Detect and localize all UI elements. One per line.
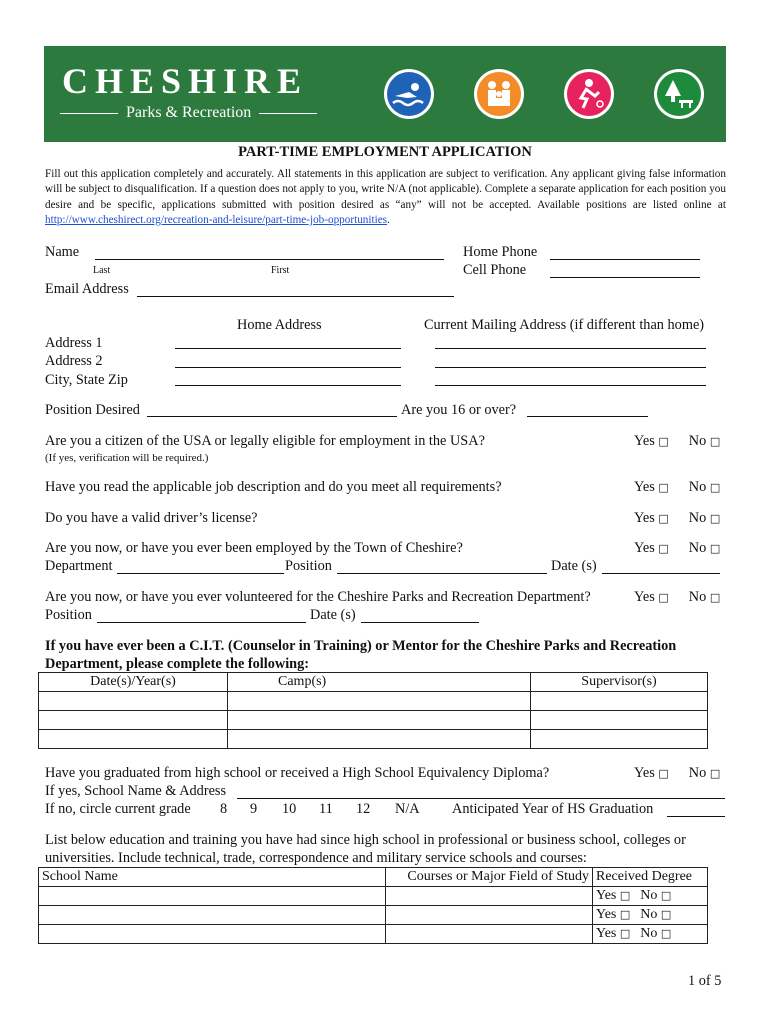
citizen-question: Are you a citizen of the USA or legally eligible for employment in the USA?	[45, 433, 485, 449]
yes-option[interactable]: Yes □	[634, 433, 669, 449]
cell-phone-field[interactable]	[550, 277, 700, 278]
job-description-question: Have you read the applicable job description and do you meet all requirements?	[45, 479, 502, 495]
employed-yes-no[interactable]	[634, 540, 720, 557]
volunteer-question: Are you now, or have you ever volunteered for the Cheshire Parks and Recreation Department?	[45, 589, 591, 605]
license-yes-no[interactable]	[634, 510, 720, 527]
table-row	[39, 868, 708, 887]
no-option[interactable]: No □	[688, 765, 721, 781]
email-label: Email Address	[45, 281, 129, 297]
grade-11[interactable]: 11	[319, 801, 333, 817]
cit-heading-line1: If you have ever been a C.I.T. (Counselor in Training) or Mentor for the Cheshire Parks and Recreation	[45, 638, 677, 654]
employed-dates-label: Date (s)	[551, 558, 597, 574]
cell-phone-label: Cell Phone	[463, 262, 527, 278]
volunteer-dates-label: Date (s)	[310, 607, 356, 623]
page-number: 1 of 5	[688, 973, 722, 989]
edu-col-degree: Received Degree	[593, 868, 708, 887]
no-option[interactable]: No □	[640, 888, 672, 903]
edu-col-school: School Name	[39, 868, 386, 887]
checkbox-icon[interactable]: □	[660, 889, 672, 902]
hs-name-label: If yes, School Name & Address	[45, 783, 227, 799]
mailing-address1-field[interactable]	[435, 348, 706, 349]
license-question: Do you have a valid driver’s license?	[45, 510, 258, 526]
employed-question: Are you now, or have you ever been employed by the Town of Cheshire?	[45, 540, 463, 556]
edu-col-courses: Courses or Major Field of Study	[386, 868, 593, 887]
no-option[interactable]: No □	[688, 479, 721, 495]
home-phone-field[interactable]	[550, 259, 700, 260]
education-instructions-line2: universities. Include technical, trade, correspondence and military service schools and courses:	[45, 850, 587, 866]
volunteer-position-field[interactable]	[97, 622, 306, 623]
no-option[interactable]: No □	[688, 433, 721, 449]
checkbox-icon[interactable]: □	[709, 542, 721, 555]
mailing-address-heading: Current Mailing Address (if different than home)	[424, 317, 705, 333]
mailing-city-field[interactable]	[435, 385, 706, 386]
yes-option[interactable]: Yes □	[634, 510, 669, 526]
position-desired-label: Position Desired	[45, 402, 140, 418]
yes-option[interactable]: Yes □	[634, 589, 669, 605]
table-row[interactable]	[39, 906, 708, 925]
email-field[interactable]	[137, 296, 454, 297]
no-option[interactable]: No □	[688, 540, 721, 556]
degree-yes-no[interactable]	[593, 906, 708, 925]
employed-position-field[interactable]	[337, 573, 547, 574]
hs-graduation-year-label: Anticipated Year of HS Graduation	[452, 801, 654, 817]
brand-subtitle: Parks & Recreation	[52, 104, 325, 122]
checkbox-icon[interactable]: □	[658, 512, 669, 525]
volunteer-dates-field[interactable]	[361, 622, 479, 623]
age-16-label: Are you 16 or over?	[401, 402, 517, 418]
hs-question: Have you graduated from high school or received a High School Equivalency Diploma?	[45, 765, 550, 781]
position-desired-field[interactable]	[147, 416, 397, 417]
yes-option[interactable]: Yes □	[596, 907, 631, 922]
address2-label: Address 2	[45, 353, 103, 369]
swimmer-icon	[384, 69, 434, 119]
checkbox-icon[interactable]: □	[658, 542, 669, 555]
table-row[interactable]	[39, 730, 708, 749]
yes-option[interactable]: Yes □	[634, 540, 669, 556]
checkbox-icon[interactable]: □	[709, 481, 721, 494]
degree-yes-no[interactable]	[593, 887, 708, 906]
table-row[interactable]	[39, 887, 708, 906]
family-icon	[474, 69, 524, 119]
yes-option[interactable]: Yes □	[596, 888, 631, 903]
hs-graduation-year-field[interactable]	[667, 816, 725, 817]
education-instructions-line1: List below education and training you have had since high school in professional or business school, colleges or	[45, 832, 686, 848]
no-option[interactable]: No □	[688, 589, 721, 605]
citizen-note: (If yes, verification will be required.)	[45, 452, 209, 464]
checkbox-icon[interactable]: □	[709, 435, 721, 448]
intro-paragraph: Fill out this application completely and accurately. All statements in this application are subject to verification. Any applicant giving false information will be subject to disqualification. If a question does not apply to you, write N/A (not applicable). Complete a separate application for each position you desire and be specific, applications submitted with position desired as “any” will not be accepted. Available positions are listed online at http://www.cheshirect.org/recreation-and-leisure/part-time-job-opportunities.	[45, 168, 726, 227]
home-phone-label: Home Phone	[463, 244, 538, 260]
address1-label: Address 1	[45, 335, 103, 351]
no-option[interactable]: No □	[640, 926, 672, 941]
cit-col-supervisors: Supervisor(s)	[531, 673, 708, 692]
cit-table	[38, 672, 708, 749]
degree-yes-no[interactable]	[593, 925, 708, 944]
table-row	[39, 673, 708, 692]
grade-9[interactable]: 9	[250, 801, 258, 817]
runner-icon	[564, 69, 614, 119]
yes-option[interactable]: Yes □	[634, 765, 669, 781]
name-label: Name	[45, 244, 80, 260]
education-table	[38, 867, 708, 944]
hs-name-field[interactable]	[237, 798, 725, 799]
volunteer-position-label: Position	[45, 607, 92, 623]
checkbox-icon[interactable]: □	[619, 908, 631, 921]
employed-position-label: Position	[285, 558, 332, 574]
yes-option[interactable]: Yes □	[634, 479, 669, 495]
first-name-caption: First	[271, 265, 290, 276]
grade-10[interactable]: 10	[282, 801, 297, 817]
cit-col-camps: Camp(s)	[228, 673, 531, 692]
table-row[interactable]	[39, 711, 708, 730]
brand-name: CHESHIRE	[62, 61, 309, 101]
last-name-caption: Last	[93, 265, 111, 276]
grade-na[interactable]: N/A	[395, 801, 420, 817]
grade-8[interactable]: 8	[220, 801, 228, 817]
job-description-yes-no[interactable]	[634, 479, 720, 496]
employed-department-field[interactable]	[117, 573, 284, 574]
mailing-address2-field[interactable]	[435, 367, 706, 368]
pine-tree-icon	[654, 69, 704, 119]
age-16-field[interactable]	[527, 416, 648, 417]
header-banner	[44, 46, 726, 142]
checkbox-icon[interactable]: □	[709, 591, 721, 604]
checkbox-icon[interactable]: □	[658, 481, 669, 494]
checkbox-icon[interactable]: □	[709, 512, 721, 525]
checkbox-icon[interactable]: □	[660, 927, 672, 940]
employed-department-label: Department	[45, 558, 113, 574]
yes-option[interactable]: Yes □	[596, 926, 631, 941]
checkbox-icon[interactable]: □	[658, 591, 669, 604]
checkbox-icon[interactable]: □	[660, 908, 672, 921]
checkbox-icon[interactable]: □	[619, 927, 631, 940]
checkbox-icon[interactable]: □	[658, 435, 669, 448]
no-option[interactable]: No □	[640, 907, 672, 922]
positions-link[interactable]: http://www.cheshirect.org/recreation-and-leisure/part-time-job-opportunities	[45, 214, 388, 227]
form-title: PART-TIME EMPLOYMENT APPLICATION	[238, 144, 532, 160]
volunteer-yes-no[interactable]	[634, 589, 720, 606]
grade-12[interactable]: 12	[356, 801, 371, 817]
home-address1-field[interactable]	[175, 348, 401, 349]
cit-heading-line2: Department, please complete the following:	[45, 656, 310, 672]
checkbox-icon[interactable]: □	[658, 767, 669, 780]
home-address-heading: Home Address	[237, 317, 322, 333]
table-row[interactable]	[39, 692, 708, 711]
table-row[interactable]	[39, 925, 708, 944]
city-state-zip-label: City, State Zip	[45, 372, 128, 388]
citizen-yes-no[interactable]	[634, 433, 720, 450]
name-field[interactable]	[95, 259, 444, 260]
checkbox-icon[interactable]: □	[619, 889, 631, 902]
cit-col-dates: Date(s)/Year(s)	[39, 673, 228, 692]
employed-dates-field[interactable]	[602, 573, 720, 574]
home-address2-field[interactable]	[175, 367, 401, 368]
checkbox-icon[interactable]: □	[709, 767, 721, 780]
hs-grade-label: If no, circle current grade	[45, 801, 191, 817]
home-city-field[interactable]	[175, 385, 401, 386]
no-option[interactable]: No □	[688, 510, 721, 526]
hs-yes-no[interactable]	[634, 765, 720, 782]
